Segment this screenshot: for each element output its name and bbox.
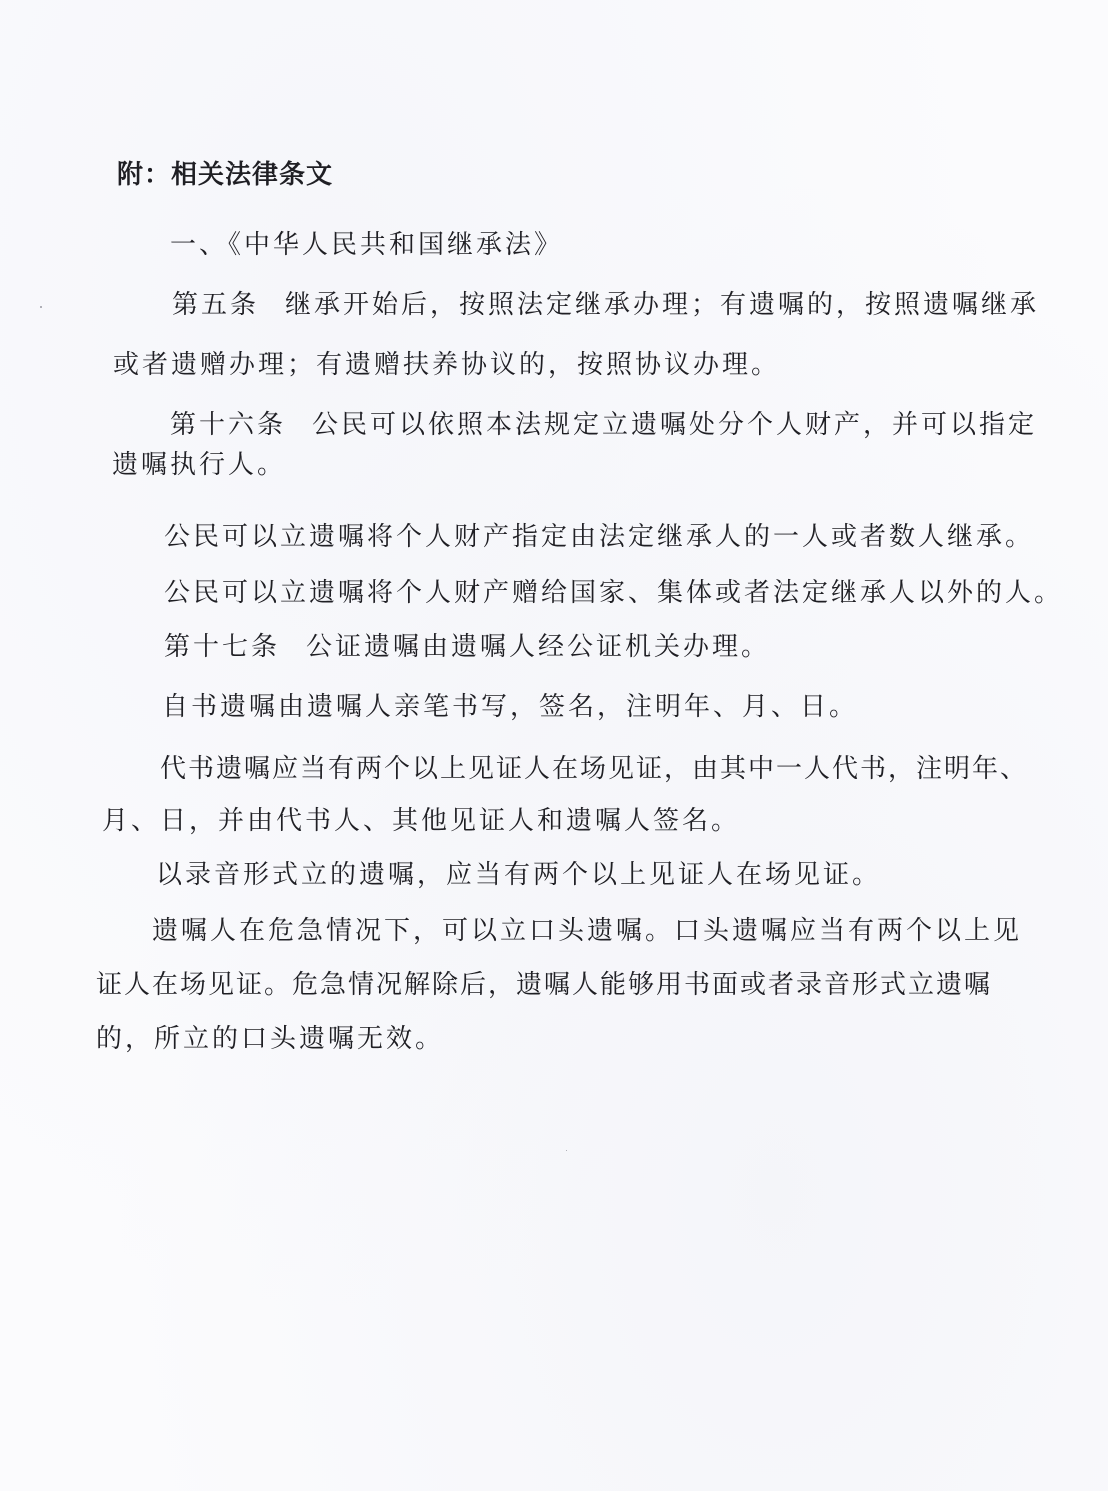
article-17-line-1: [164, 630, 770, 664]
document-heading: 附：相关法律条文: [117, 160, 334, 190]
article-16-paragraph-3: 公民可以立遗嘱将个人财产赠给国家、集体或者法定继承人以外的人。: [164, 578, 1064, 608]
article-17-paragraph-5-line-1: 遗嘱人在危急情况下，可以立口头遗嘱。口头遗嘱应当有两个以上见: [152, 916, 1023, 946]
article-17-paragraph-2: 自书遗嘱由遗嘱人亲笔书写，签名，注明年、月、日。: [162, 692, 859, 722]
article-16-paragraph-2: 公民可以立遗嘱将个人财产指定由法定继承人的一人或者数人继承。: [164, 522, 1035, 552]
article-16-line-1: [170, 408, 1037, 442]
article-16-line-2: 遗嘱执行人。: [112, 450, 287, 480]
article-17-paragraph-3-line-1: 代书遗嘱应当有两个以上见证人在场见证，由其中一人代书，注明年、: [160, 754, 1029, 784]
article-17-paragraph-3-line-2: 月、日，并由代书人、其他见证人和遗嘱人签名。: [102, 806, 741, 836]
article-5-line-2: 或者遗赠办理；有遗赠扶养协议的，按照协议办理。: [113, 350, 781, 380]
article-17-paragraph-4: 以录音形式立的遗嘱，应当有两个以上见证人在场见证。: [156, 860, 882, 890]
scan-speck: [566, 1150, 567, 1151]
article-17-text-1: 公证遗嘱由遗嘱人经公证机关办理。: [306, 632, 771, 662]
article-5-label: 第五条: [172, 290, 260, 320]
article-17-label: 第十七条: [164, 632, 281, 662]
section-title: 一、《中华人民共和国继承法》: [170, 230, 564, 260]
article-5-text-1: 继承开始后，按照法定继承办理；有遗嘱的，按照遗嘱继承: [285, 290, 1040, 320]
article-17-paragraph-5-line-2: 证人在场见证。危急情况解除后，遗嘱人能够用书面或者录音形式立遗嘱: [96, 970, 993, 1000]
article-5-line-1: [172, 288, 1039, 322]
article-17-paragraph-5-line-3: 的，所立的口头遗嘱无效。: [96, 1024, 445, 1054]
scan-speck: [40, 306, 42, 308]
article-16-text-1: 公民可以依照本法规定立遗嘱处分个人财产，并可以指定: [312, 410, 1038, 440]
article-16-label: 第十六条: [170, 410, 287, 440]
